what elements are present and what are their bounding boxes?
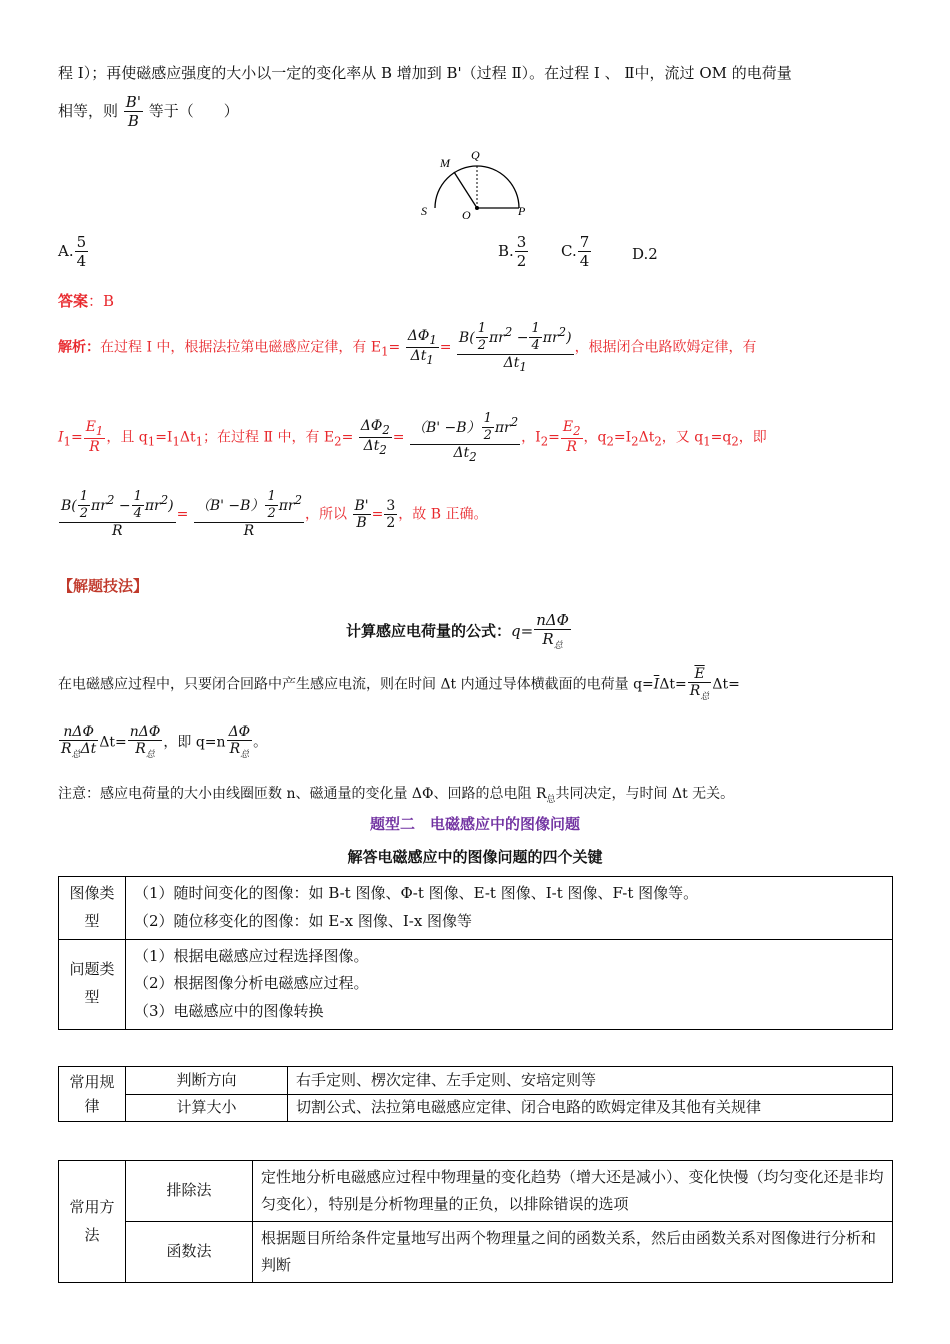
formula-title: 计算感应电荷量的公式：q= $\frac{\text{nΔΦ}}{R_总}$ (346, 611, 569, 652)
question-line-1: 程 Ⅰ）；再使磁感应强度的大小以一定的变化率从 B 增加到 B'（过程 Ⅱ）。在过程 Ⅰ 、 Ⅱ中，流过 OM 的电荷量 (58, 64, 792, 82)
analysis-line-2: $I_1=$ $\frac{E_1}{R}$ ，且 $q_1=I_1\Delta t_1$；在过程 Ⅱ 中，有 $E_2=$ $\frac{\Delta\Phi_2}{\Delta t_2}$ = （B' −B） $\frac{1}{2}$ $\pi r^2$ $\Delta t_2$ ，$I_2=$ $\frac{E_2}{R}$ ，$q_2=I_2\Delta t_2$，又 $q_1=q_2$，即 (58, 411, 767, 464)
label-Q: Q (471, 148, 480, 162)
table-common-rules (58, 1066, 893, 1122)
table-cell: 根据题目所给条件定量地写出两个物理量之间的函数关系，然后由函数关系对图像进行分析和判断 (253, 1222, 893, 1283)
label-S: S (421, 204, 427, 218)
option-d[interactable]: D.2 (632, 245, 658, 263)
table-cell: 右手定则、楞次定律、左手定则、安培定则等 (288, 1067, 893, 1095)
table-cell: 计算大小 (126, 1094, 288, 1122)
analysis-line-1: 解析：在过程 Ⅰ 中，根据法拉第电磁感应定律，有 $E_1=$ $\frac{\Delta\Phi_1}{\Delta t_1}$ = B( $\frac{1}{2}$ $\pi r^2$ − $\frac{1}{4}$ $\pi r^2$) $\Delta t_1$ ，根据闭合电路欧姆定律，有 (58, 321, 757, 374)
analysis-line-3: B( $\frac{1}{2}$ $\pi r^2$ − $\frac{1}{4}$ $\pi r^2$) R = （B' −B） $\frac{1}{2}$ $\pi r^2$ R ，所以 $\frac{B'}{B}$ = $\frac{3}{2}$ ，故 B 正确。 (61, 489, 488, 539)
center-point (475, 206, 479, 210)
table-head-cell: 图像类型 (59, 877, 126, 940)
answer: 答案：B (58, 292, 115, 310)
table-row (59, 877, 893, 940)
option-a[interactable]: A. $\frac{5}{4}$ (58, 233, 87, 271)
table-row (59, 1067, 893, 1095)
option-b[interactable]: B. $\frac{3}{2}$ (498, 233, 527, 271)
table-cell: 函数法 (126, 1222, 253, 1283)
table-cell: （1）根据电磁感应过程选择图像。 （2）根据图像分析电磁感应过程。 （3）电磁感应中的图像转换 (126, 939, 893, 1029)
table-cell: 判断方向 (126, 1067, 288, 1095)
section-subtitle: 解答电磁感应中的图像问题的四个关键 (347, 848, 603, 866)
table-row (59, 1222, 893, 1283)
tip-header: 【解题技法】 (58, 577, 149, 595)
tip-body-line-2: $\frac{\text{nΔΦ}}{R_总\Delta t}$ Δt= $\frac{\text{nΔΦ}}{R_总}$ ，即 q=n $\frac{\Delta\Phi}{R_总}$ 。 (61, 724, 268, 760)
table-common-methods (58, 1160, 893, 1283)
table-head-cell: 问题类型 (59, 939, 126, 1029)
table-cell: （1）随时间变化的图像：如 B-t 图像、Φ-t 图像、E-t 图像、I-t 图像、F-t 图像等。 （2）随位移变化的图像：如 E-x 图像、I-x 图像等 (126, 877, 893, 940)
table-row (59, 1161, 893, 1222)
table-row (59, 1094, 893, 1122)
label-O: O (462, 208, 471, 222)
table-head-cell: 常用规律 (59, 1067, 126, 1122)
semicircle-diagram (410, 140, 540, 225)
tip-note: 注意：感应电荷量的大小由线圈匝数 n、磁通量的变化量 ΔΦ、回路的总电阻 $R_总$共同决定，与时间 Δt 无关。 (58, 786, 735, 805)
table-cell: 切割公式、法拉第电磁感应定律、闭合电路的欧姆定律及其他有关规律 (288, 1094, 893, 1122)
section-title: 题型二 电磁感应中的图像问题 (369, 815, 580, 833)
question-line-2: 相等，则 $\frac{B'}{B}$ 等于（ ） (58, 93, 239, 131)
option-c[interactable]: C. $\frac{7}{4}$ (561, 233, 590, 271)
table-head-cell: 常用方法 (59, 1161, 126, 1283)
label-M: M (440, 156, 450, 170)
table-image-types (58, 876, 893, 1030)
table-cell: 定性地分析电磁感应过程中物理量的变化趋势（增大还是减小）、变化快慢（均匀变化还是非均匀变化），特别是分析物理量的正负，以排除错误的选项 (253, 1161, 893, 1222)
tip-body-line-1: 在电磁感应过程中，只要闭合回路中产生感应电流，则在时间 Δt 内通过导体横截面的电荷量 $q=\overline{I}\Delta t=$ $\frac{\overline{E}}{R_总}$ Δt= (58, 666, 740, 702)
table-cell: 排除法 (126, 1161, 253, 1222)
label-P: P (518, 204, 526, 218)
table-row (59, 939, 893, 1029)
rod-OM (454, 172, 477, 208)
